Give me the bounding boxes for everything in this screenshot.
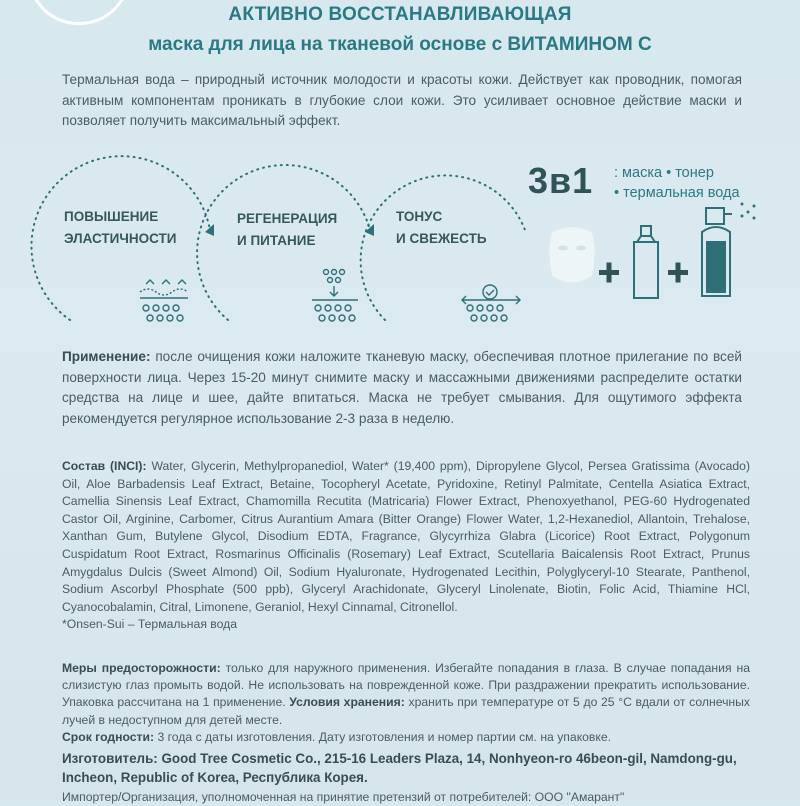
toner-bottle-icon xyxy=(634,226,658,298)
elasticity-icon xyxy=(140,280,188,321)
cautions-text: только для наружного применения. Избегайте попадания в глаза. В случае попадания на слизистую глаз промыть водой. Не использовать на поврежденной коже. При раздражении прекратить использование. Упаковка рассчитана на 1 применение. xyxy=(62,661,750,710)
feature-tone xyxy=(396,206,487,250)
three-in-one-text xyxy=(614,163,740,203)
feature-regeneration xyxy=(237,208,337,252)
composition-label: Состав (INCI): xyxy=(62,459,147,473)
composition-text: Water, Glycerin, Methylpropanediol, Water* (19,400 ppm), Dipropylene Glycol, Persea Gratissima (Avocado) Oil, Aloe Barbadensis Leaf Extract, Betaine, Tocopheryl Acetate, Pyridoxine, Retinyl Palmitate, Centella Asiatica Extract, Camellia Sinensis Leaf Extract, Chamomilla Recutita (Matricaria) Flower Extract, Phenoxyethanol, PEG-60 Hydrogenated Castor Oil, Arginine, Carbomer, Citrus Aurantium Amara (Bitter Orange) Flower Water, 1,2-Hexanediol, Allantoin, Trehalose, Xanthan Gum, Butylene Glycol, Disodium EDTA, Fragrance, Glycyrrhiza Glabra (Licorice) Root Extract, Polygonum Cuspidatum Root Extract, Rosmarinus Officinalis (Rosemary) Leaf Extract, Scutellaria Baicalensis Root Extract, Prunus Amygdalus Dulcis (Sweet Almond) Oil, Sodium Hyaluronate, Hydrogenated Lecithin, Polyglyceryl-10 Stearate, Panthenol, Sodium Ascorbyl Phosphate (500 ppb), Glyceryl Arachidonate, Glyceryl Linolenate, Biotin, Folic Acid, Thiamine HCl, Cyanocobalamin, Citral, Limonene, Geraniol, Hexyl Cinnamal, Citronellol. xyxy=(62,459,750,614)
cautions-paragraph xyxy=(62,660,750,746)
shelf-life-label: Срок годности: xyxy=(62,729,155,744)
intro-paragraph: Термальная вода – природный источник молодости и красоты кожи. Действует как проводник, помогая активным компонентам проникать в глубокие слои кожи. Это усиливает основное действие маски и позволяет получить максимальный эффект. xyxy=(62,72,742,128)
thermal-water-spray-icon xyxy=(702,203,756,297)
usage-text: после очищения кожи наложите тканевую маску, обеспечивая плотное прилегание по всей поверхности лица. Через 15-20 минут снимите маску и массажными движениями распределите остатки средства на лице и шее, дайте впитаться. Маска не требует смывания. Для ощутимого эффекта рекомендуется регулярное использование 2-3 раза в неделю. xyxy=(62,349,742,426)
composition-paragraph xyxy=(62,458,750,634)
feature-elasticity-line1: ПОВЫШЕНИЕ xyxy=(64,209,159,224)
feature-tone-line2: И СВЕЖЕСТЬ xyxy=(396,231,487,246)
feature-elasticity xyxy=(64,206,176,250)
importer-line: Импортер/Организация, уполномоченная на принятие претензий от потребителей: ООО "Амарант" xyxy=(62,790,625,804)
three-in-one-line2: • термальная вода xyxy=(614,185,740,201)
feature-elasticity-line2: ЭЛАСТИЧНОСТИ xyxy=(64,231,177,246)
manufacturer-label: Изготовитель: xyxy=(62,751,158,766)
title-line-1: АКТИВНО ВОССТАНАВЛИВАЮЩАЯ xyxy=(228,4,572,25)
feature-tone-line1: ТОНУС xyxy=(396,209,443,224)
manufacturer-text: Good Tree Cosmetic Co., 215-16 Leaders Plaza, 14, Nonhyeon-ro 46beon-gil, Namdong-gu, Incheon, Republic of Korea, Республика Корея. xyxy=(62,751,737,785)
usage-label: Применение: xyxy=(62,349,151,364)
three-in-one-badge: 3в1 xyxy=(528,160,594,201)
shelf-life-text: 3 года с даты изготовления. Дату изготовления и номер партии см. на упаковке. xyxy=(154,729,612,744)
tone-icon xyxy=(462,285,520,321)
usage-paragraph xyxy=(62,347,742,429)
storage-label: Условия хранения: xyxy=(289,695,405,710)
composition-footnote: *Onsen-Sui – Термальная вода xyxy=(62,617,238,632)
three-in-one-line1: : маска • тонер xyxy=(614,165,714,181)
feature-regeneration-line2: И ПИТАНИЕ xyxy=(237,233,316,248)
face-mask-icon xyxy=(549,227,595,283)
title-line-2: маска для лица на тканевой основе с ВИТАМИНОМ С xyxy=(148,34,652,55)
manufacturer-paragraph xyxy=(62,749,750,787)
storage-text: хранить при температуре от 5 до 25 °С вдали от солнечных лучей в недоступном для детей месте. xyxy=(62,695,750,727)
regeneration-icon xyxy=(312,270,358,322)
feature-regeneration-line1: РЕГЕНЕРАЦИЯ xyxy=(237,211,338,226)
cautions-label: Меры предосторожности: xyxy=(62,661,221,675)
